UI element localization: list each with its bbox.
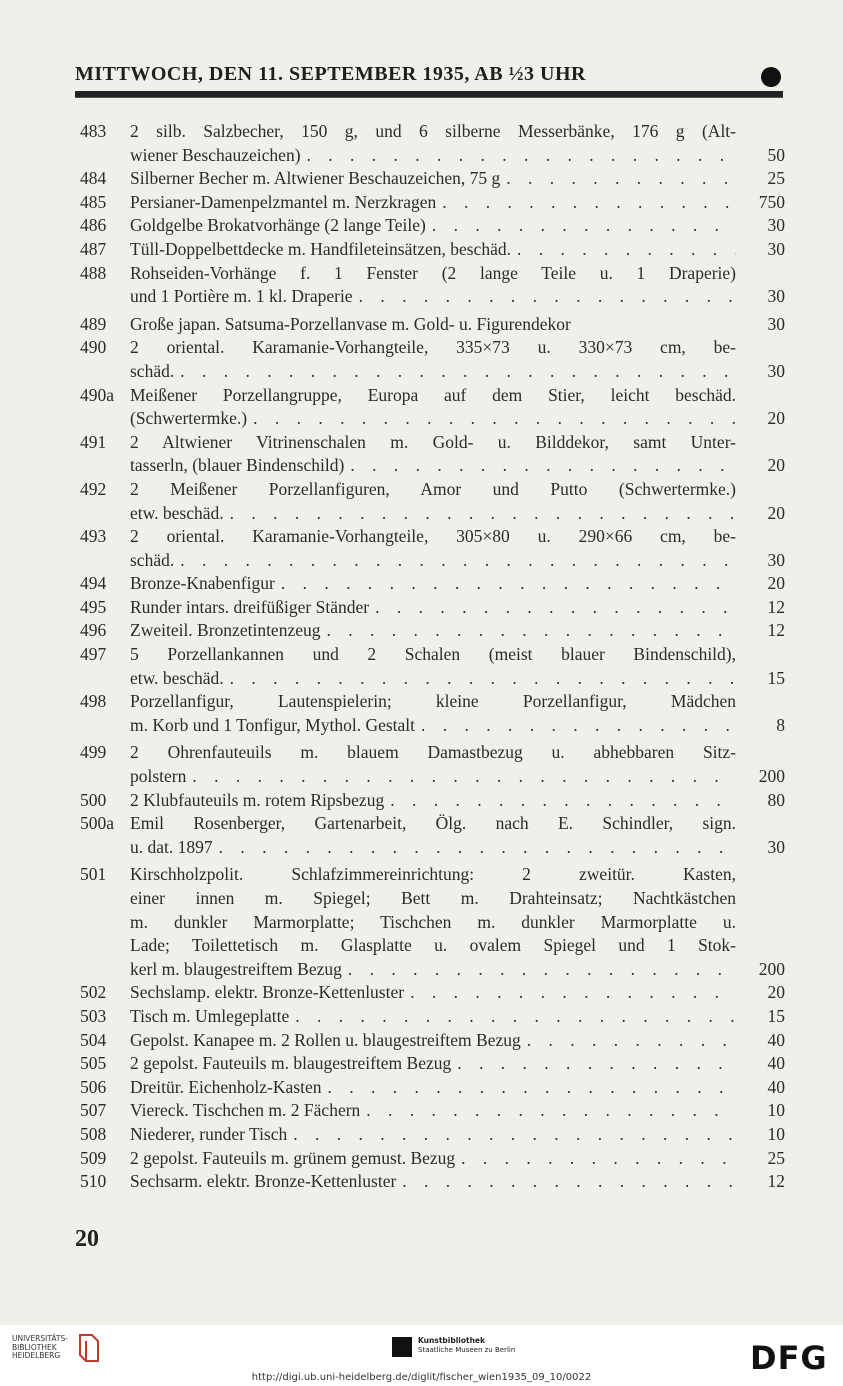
leader-dots [432, 214, 736, 238]
lot-price: 15 [767, 667, 785, 688]
description-line [130, 120, 736, 144]
description-line [130, 887, 736, 911]
description-line [130, 981, 736, 1005]
leader-dots [461, 1147, 736, 1171]
description-line [130, 812, 736, 836]
lot-number: 487 [80, 238, 107, 259]
lot-price: 10 [767, 1100, 785, 1121]
description-line [130, 285, 736, 309]
lot-entry [75, 478, 791, 525]
lot-number: 507 [80, 1100, 107, 1121]
lot-description [130, 1123, 736, 1147]
lot-entry [75, 384, 791, 431]
lot-description [130, 863, 736, 981]
lot-description [130, 120, 736, 167]
leader-dots [281, 572, 736, 596]
uni-heidelberg-logo[interactable] [12, 1335, 68, 1361]
lot-entry [75, 1170, 791, 1194]
lot-entry [75, 863, 791, 981]
description-line [130, 407, 736, 431]
description-line [130, 836, 736, 860]
description-text: 5 Porzellankannen und 2 Schalen (meist blauer Bindenschild), [130, 644, 736, 665]
lot-description [130, 643, 736, 690]
description-line [130, 167, 736, 191]
description-line [130, 336, 736, 360]
lot-description [130, 812, 736, 859]
description-text: Sechsarm. elektr. Bronze-Kettenluster [130, 1171, 397, 1192]
lot-entry [75, 336, 791, 383]
lot-number: 504 [80, 1029, 107, 1050]
kunstbibliothek-logo-icon [392, 1337, 412, 1357]
description-text: tasserln, (blauer Bindenschild) [130, 455, 345, 476]
leader-dots [307, 144, 736, 168]
lot-price: 12 [767, 1171, 785, 1192]
lot-description [130, 690, 736, 737]
lot-price: 20 [767, 408, 785, 429]
description-text: m. dunkler Marmorplatte; Tischchen m. dunkler Marmorplatte u. [130, 911, 736, 932]
leader-dots [390, 789, 736, 813]
description-line [130, 313, 736, 337]
leader-dots [517, 238, 736, 262]
lot-price: 20 [767, 455, 785, 476]
lot-price: 15 [767, 1005, 785, 1026]
lot-number: 490a [80, 384, 115, 405]
lot-description [130, 525, 736, 572]
leader-dots [180, 360, 736, 384]
description-text: etw. beschäd. [130, 502, 224, 523]
description-text: Silberner Becher m. Altwiener Beschauzeichen, 75 g [130, 168, 501, 189]
description-text: Gepolst. Kanapee m. 2 Rollen u. blaugestreiftem Bezug [130, 1029, 521, 1050]
description-text: Tüll-Doppelbettdecke m. Handfileteinsätzen, beschäd. [130, 238, 511, 259]
description-line [130, 1029, 736, 1053]
lot-description [130, 1005, 736, 1029]
lot-price: 25 [767, 1147, 785, 1168]
description-text: m. Korb und 1 Tonfigur, Mythol. Gestalt [130, 714, 416, 735]
lot-description [130, 313, 736, 337]
description-line [130, 144, 736, 168]
description-text: Dreitür. Eichenholz-Kasten [130, 1076, 322, 1097]
lot-entry [75, 981, 791, 1005]
lot-entry [75, 789, 791, 813]
description-text: Goldgelbe Brokatvorhänge (2 lange Teile) [130, 215, 426, 236]
description-line [130, 643, 736, 667]
description-line [130, 690, 736, 714]
lot-number: 498 [80, 691, 107, 712]
lot-number: 486 [80, 215, 107, 236]
lot-entry [75, 1123, 791, 1147]
leader-dots [402, 1170, 736, 1194]
leader-dots [327, 1076, 736, 1100]
lot-number: 506 [80, 1076, 107, 1097]
leader-dots [366, 1099, 736, 1123]
leader-dots [506, 167, 736, 191]
lot-number: 485 [80, 191, 107, 212]
lot-price: 30 [767, 549, 785, 570]
lot-entry [75, 431, 791, 478]
lot-description [130, 478, 736, 525]
description-line [130, 958, 736, 982]
description-text: Sechslamp. elektr. Bronze-Kettenluster [130, 982, 405, 1003]
description-text: Viereck. Tischchen m. 2 Fächern [130, 1100, 361, 1121]
lot-entry [75, 262, 791, 309]
page-number: 20 [75, 1226, 99, 1252]
lot-price: 30 [767, 313, 785, 334]
lot-description [130, 238, 736, 262]
leader-dots [230, 502, 736, 526]
description-text: 2 Meißener Porzellanfiguren, Amor und Putto (Schwertermke.) [130, 478, 736, 499]
description-line [130, 214, 736, 238]
lot-entry [75, 572, 791, 596]
lot-description [130, 1170, 736, 1194]
description-text: polstern [130, 766, 187, 787]
leader-dots [442, 191, 736, 215]
description-line [130, 572, 736, 596]
lot-number: 492 [80, 478, 107, 499]
description-text: 2 gepolst. Fauteuils m. grünem gemust. Bezug [130, 1147, 456, 1168]
lot-number: 509 [80, 1147, 107, 1168]
description-text: Tisch m. Umlegeplatte [130, 1005, 290, 1026]
lot-price: 12 [767, 620, 785, 641]
lot-entry [75, 525, 791, 572]
description-text: einer innen m. Spiegel; Bett m. Drahteinsatz; Nachtkästchen [130, 888, 736, 908]
lot-price: 80 [767, 789, 785, 810]
description-line [130, 384, 736, 408]
lot-price: 30 [767, 215, 785, 236]
description-text: 2 Altwiener Vitrinenschalen m. Gold- u. Bilddekor, samt Unter- [130, 431, 736, 452]
lot-entry [75, 1076, 791, 1100]
uni-logo-line: BIBLIOTHEK [12, 1342, 57, 1352]
lot-number: 488 [80, 262, 107, 283]
description-line [130, 454, 736, 478]
lot-description [130, 619, 736, 643]
lot-entry [75, 214, 791, 238]
lot-number: 494 [80, 573, 107, 594]
lot-list [75, 120, 791, 1194]
description-text: schäd. [130, 360, 175, 381]
lot-number: 501 [80, 864, 107, 885]
description-text: Persianer-Damenpelzmantel m. Nerzkragen [130, 191, 437, 212]
lot-price: 25 [767, 168, 785, 189]
description-text: und 1 Portière m. 1 kl. Draperie [130, 286, 353, 307]
lot-description [130, 167, 736, 191]
lot-number: 500 [80, 789, 107, 810]
lot-price: 20 [767, 502, 785, 523]
lot-price: 30 [767, 360, 785, 381]
leader-dots [410, 981, 736, 1005]
description-line [130, 1123, 736, 1147]
leader-dots [192, 765, 736, 789]
lot-entry [75, 120, 791, 167]
lot-entry [75, 643, 791, 690]
description-text: wiener Beschauzeichen) [130, 144, 301, 165]
lot-description [130, 1147, 736, 1171]
lot-number: 490 [80, 337, 107, 358]
lot-price: 40 [767, 1076, 785, 1097]
lot-number: 499 [80, 742, 107, 763]
description-line [130, 502, 736, 526]
description-line [130, 1005, 736, 1029]
lot-price: 750 [758, 191, 785, 212]
footer [0, 1325, 843, 1386]
description-text: 2 Ohrenfauteuils m. blauem Damastbezug u. abhebbaren Sitz- [130, 742, 736, 763]
description-line [130, 596, 736, 620]
description-text: Bronze-Knabenfigur [130, 573, 275, 594]
lot-number: 484 [80, 168, 107, 189]
lot-entry [75, 313, 791, 337]
description-line [130, 1052, 736, 1076]
description-line [130, 714, 736, 738]
description-text: Emil Rosenberger, Gartenarbeit, Ölg. nach E. Schindler, sign. [130, 813, 736, 834]
description-line [130, 1147, 736, 1171]
leader-dots [326, 619, 736, 643]
description-text: schäd. [130, 549, 175, 570]
lot-price: 200 [758, 958, 785, 979]
kb-title: Kunstbibliothek [418, 1336, 486, 1345]
description-line [130, 934, 736, 958]
lot-description [130, 336, 736, 383]
description-line [130, 360, 736, 384]
description-line [130, 238, 736, 262]
uni-logo-line: UNIVERSITÄTS- [12, 1334, 68, 1343]
description-text: kerl m. blaugestreiftem Bezug [130, 958, 342, 979]
header-bullet-icon [761, 67, 781, 87]
description-text: Kirschholzpolit. Schlafzimmereinrichtung: 2 zweitür. Kasten, [130, 864, 736, 885]
kb-subtitle: Staatliche Museen zu Berlin [418, 1346, 516, 1354]
description-text: 2 oriental. Karamanie-Vorhangteile, 335×73 u. 330×73 cm, be- [130, 337, 736, 358]
description-line [130, 667, 736, 691]
description-text: Runder intars. dreifüßiger Ständer [130, 596, 370, 617]
lot-description [130, 1029, 736, 1053]
leader-dots [230, 667, 736, 691]
lot-entry [75, 167, 791, 191]
description-line [130, 525, 736, 549]
description-text: (Schwertermke.) [130, 408, 248, 429]
lot-entry [75, 741, 791, 788]
kunstbibliothek-label[interactable] [418, 1336, 515, 1355]
description-line [130, 619, 736, 643]
lot-number: 510 [80, 1171, 107, 1192]
dfg-logo[interactable]: DFG [750, 1339, 828, 1377]
lot-description [130, 1076, 736, 1100]
leader-dots [457, 1052, 736, 1076]
lot-price: 8 [776, 714, 785, 735]
lot-number: 491 [80, 431, 107, 452]
lot-number: 500a [80, 813, 115, 834]
lot-description [130, 596, 736, 620]
description-line [130, 911, 736, 935]
leader-dots [359, 285, 736, 309]
description-line [130, 1099, 736, 1123]
description-text: Meißener Porzellangruppe, Europa auf dem Stier, leicht beschäd. [130, 384, 736, 405]
lot-number: 496 [80, 620, 107, 641]
lot-price: 50 [767, 144, 785, 165]
description-text: Große japan. Satsuma-Porzellanvase m. Gold- u. Figurendekor [130, 313, 571, 334]
description-line [130, 262, 736, 286]
lot-description [130, 214, 736, 238]
description-text: 2 silb. Salzbecher, 150 g, und 6 silberne Messerbänke, 176 g (Alt- [130, 121, 736, 141]
lot-price: 12 [767, 596, 785, 617]
description-line [130, 863, 736, 887]
lot-description [130, 262, 736, 309]
leader-dots [348, 958, 736, 982]
description-line [130, 431, 736, 455]
description-text: Niederer, runder Tisch [130, 1123, 288, 1144]
leader-dots [180, 549, 736, 573]
lot-number: 505 [80, 1053, 107, 1074]
description-text: u. dat. 1897 [130, 836, 213, 857]
description-line [130, 1170, 736, 1194]
lot-entry [75, 690, 791, 737]
lot-description [130, 741, 736, 788]
lot-entry [75, 191, 791, 215]
lot-description [130, 1052, 736, 1076]
header-rule [75, 91, 783, 98]
description-text: 2 gepolst. Fauteuils m. blaugestreiftem Bezug [130, 1053, 452, 1074]
lot-entry [75, 619, 791, 643]
lot-entry [75, 596, 791, 620]
lot-price: 40 [767, 1029, 785, 1050]
lot-number: 495 [80, 596, 107, 617]
lot-entry [75, 1029, 791, 1053]
leader-dots [293, 1123, 736, 1147]
description-text: Lade; Toilettetisch m. Glasplatte u. ovalem Spiegel und 1 Stok- [130, 935, 736, 956]
lot-number: 502 [80, 982, 107, 1003]
leader-dots [219, 836, 736, 860]
lot-price: 10 [767, 1123, 785, 1144]
lot-price: 20 [767, 982, 785, 1003]
lot-number: 483 [80, 121, 107, 141]
lot-price: 200 [758, 766, 785, 787]
lot-price: 20 [767, 573, 785, 594]
lot-entry [75, 812, 791, 859]
lot-price: 30 [767, 238, 785, 259]
lot-entry [75, 1099, 791, 1123]
description-line [130, 1076, 736, 1100]
lot-number: 489 [80, 313, 107, 334]
lot-price: 40 [767, 1053, 785, 1074]
leader-dots [295, 1005, 736, 1029]
description-text: etw. beschäd. [130, 667, 224, 688]
lot-description [130, 191, 736, 215]
description-text: Zweiteil. Bronzetintenzeug [130, 620, 321, 641]
description-text: 2 oriental. Karamanie-Vorhangteile, 305×80 u. 290×66 cm, be- [130, 526, 736, 547]
uni-logo-line: HEIDELBERG [12, 1351, 61, 1360]
lot-description [130, 789, 736, 813]
leader-dots [253, 407, 736, 431]
lot-entry [75, 1147, 791, 1171]
lot-description [130, 981, 736, 1005]
description-line [130, 765, 736, 789]
description-line [130, 741, 736, 765]
lot-description [130, 572, 736, 596]
lot-description [130, 384, 736, 431]
lot-entry [75, 1052, 791, 1076]
lot-price: 30 [767, 836, 785, 857]
lot-number: 493 [80, 526, 107, 547]
source-url[interactable]: http://digi.ub.uni-heidelberg.de/diglit/fischer_wien1935_09_10/0022 [251, 1372, 592, 1383]
description-line [130, 191, 736, 215]
description-line [130, 789, 736, 813]
lot-entry [75, 1005, 791, 1029]
lot-price: 30 [767, 286, 785, 307]
leader-dots [375, 596, 736, 620]
lot-entry [75, 238, 791, 262]
lot-number: 508 [80, 1123, 107, 1144]
description-line [130, 549, 736, 573]
leader-dots [350, 454, 736, 478]
description-text: 2 Klubfauteuils m. rotem Ripsbezug [130, 789, 385, 810]
leader-dots [421, 714, 736, 738]
description-line [130, 478, 736, 502]
leader-dots [527, 1029, 736, 1053]
lot-description [130, 431, 736, 478]
page-header-title: MITTWOCH, DEN 11. SEPTEMBER 1935, AB ½3 UHR [75, 63, 587, 85]
uni-heidelberg-mark-icon [78, 1333, 100, 1363]
lot-description [130, 1099, 736, 1123]
lot-number: 497 [80, 644, 107, 665]
description-text: Rohseiden-Vorhänge f. 1 Fenster (2 lange Teile u. 1 Draperie) [130, 262, 736, 283]
lot-number: 503 [80, 1005, 107, 1026]
description-text: Porzellanfigur, Lautenspielerin; kleine Porzellanfigur, Mädchen [130, 691, 736, 712]
